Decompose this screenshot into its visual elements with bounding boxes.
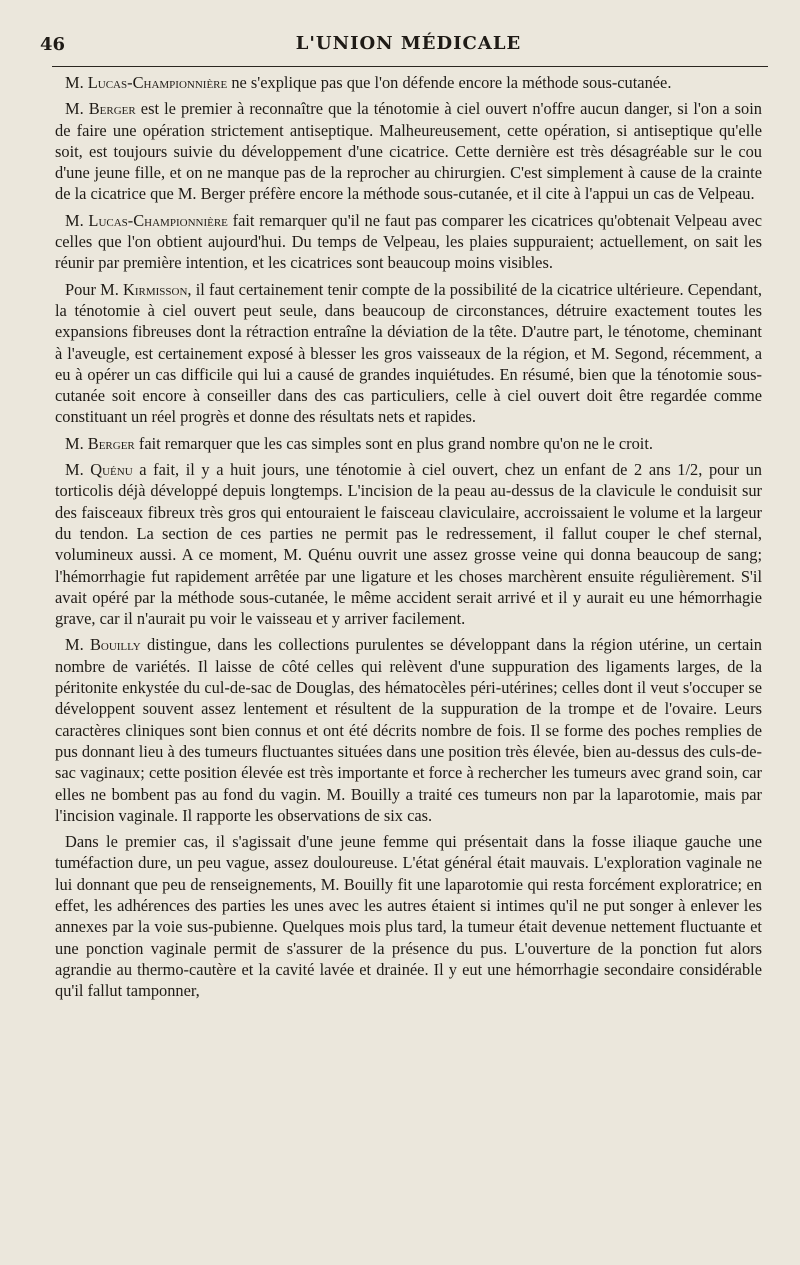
speaker-name: M. Berger bbox=[65, 433, 135, 453]
paragraph-quenu bbox=[55, 459, 762, 629]
header-rule bbox=[52, 66, 768, 67]
speaker-name: M. Bouilly bbox=[65, 635, 141, 655]
page-number: 46 bbox=[40, 34, 66, 55]
body-text bbox=[55, 72, 762, 1006]
paragraph-text: ne s'explique pas que l'on défende encore la méthode sous-cutanée. bbox=[227, 73, 672, 92]
paragraph-text: distingue, dans les collections purulentes se développant dans la région utérine, un certain nombre de variétés. Il laisse de côté celles qui relèvent d'une suppuration des ligaments larges, de la péritonite enkystée du cul-de-sac de Douglas, des hématocèles péri-utérines; celles dont il veut s'occuper se développent souvent assez lentement et résultent de la suppuration de la trompe et de l'ovaire. Leurs caractères cliniques sont bien connus et ont été décrits nombre de fois. Il se forme des poches remplies de pus donnant lieu à des tumeurs fluctuantes situées dans une position très élevée, bien au-dessus des culs-de-sac vaginaux; cette position élevée est très importante et force à rechercher les tumeurs avec grand soin, car elles ne bombent pas au fond du vagin. M. Bouilly a traité ces tumeurs non par la laparotomie, mais par l'incision vaginale. Il rapporte les observations de six cas. bbox=[55, 635, 762, 825]
paragraph-text: fait remarquer qu'il ne faut pas comparer les cicatrices qu'obtenait Velpeau avec celles que l'on obtient aujourd'hui. Du temps de Velpeau, les plaies suppuraient; actuellement, on sait les réunir par première intention, et les cicatrices sont beaucoup moins visibles. bbox=[55, 210, 762, 273]
paragraph-text: a fait, il y a huit jours, une ténotomie à ciel ouvert, chez un enfant de 2 ans 1/2, pour un torticolis déjà développé depuis longtemps. L'incision de la peau au-dessus de la clavicule le conduisit sur des faisceaux fibreux très gros qui entouraient le faisceau claviculaire, accroissaient le volume et la largeur du tendon. La section de ces parties ne permit pas le redressement, il fallut couper le chef sternal, volumineux aussi. A ce moment, M. Quénu ouvrit une assez grosse veine qui donna beaucoup de sang; l'hémorrhagie fut rapidement arrêtée par une ligature et les choses marchèrent ensuite régulièrement. S'il avait opéré par la méthode sous-cutanée, le même accident serait arrivé et il y aurait eu une hémorrhagie grave, car il n'aurait pu voir le vaisseau et y arriver facilement. bbox=[55, 460, 762, 629]
paragraph-text: , il faut certainement tenir compte de la possibilité de la cicatrice ultérieure. Cependant, la ténotomie à ciel ouvert peut seule, dans beaucoup de circonstances, détruire exactement toutes les expansions fibreuses dont la rétraction entraîne la déviation de la tête. D'autre part, le ténotome, cheminant à l'aveugle, est certainement exposé à blesser les gros vaisseaux de la région, et M. Segond, récemment, a eu à opérer un cas difficile qui lui a causé de grandes inquiétudes. En résumé, bien que la ténotomie sous-cutanée soit encore à conseiller dans des cas particuliers, celle à ciel ouvert doit être regardée comme constituant un réel progrès et donne des résultats nets et rapides. bbox=[55, 279, 762, 427]
paragraph-lucas-2 bbox=[55, 210, 762, 274]
paragraph-text: Dans le premier cas, il s'agissait d'une jeune femme qui présentait dans la fosse iliaque gauche une tuméfaction dure, un peu vague, assez douloureuse. L'état général était mauvais. L'exploration vaginale ne lui donnant que peu de renseignements, M. Bouilly fit une laparotomie qui resta forcément exploratrice; en effet, les adhérences des parties les unes avec les autres étaient si intimes qu'il ne put songer à enlever les annexes par la voie sus-pubienne. Quelques mois plus tard, la tumeur était devenue nettement fluctuante et une ponction vaginale permit de s'assurer de la présence du pus. L'ouverture de la ponction fut alors agrandie au thermo-cautère et la cavité lavée et drainée. Il y eut une hémorrhagie secondaire considérable qu'il fallut tamponner, bbox=[55, 832, 762, 1001]
paragraph-first-case bbox=[55, 831, 762, 1001]
paragraph-lead: Pour bbox=[65, 279, 101, 299]
paragraph-berger-2 bbox=[55, 433, 762, 454]
speaker-name: M. Kirmisson bbox=[100, 279, 188, 299]
paragraph-berger-1 bbox=[55, 98, 762, 204]
running-head bbox=[40, 0, 762, 60]
speaker-name: M. Lucas-Championnière bbox=[65, 73, 228, 92]
paragraph-kirmisson bbox=[55, 279, 762, 428]
speaker-name: M. Lucas-Championnière bbox=[65, 210, 228, 230]
paragraph-text: fait remarquer que les cas simples sont en plus grand nombre qu'on ne le croit. bbox=[134, 433, 653, 453]
paragraph-bouilly bbox=[55, 634, 762, 826]
speaker-name: M. Berger bbox=[65, 99, 136, 119]
journal-title: L'UNION MÉDICALE bbox=[295, 33, 522, 54]
paragraph-lucas-1 bbox=[55, 72, 762, 93]
speaker-name: M. Quénu bbox=[65, 460, 133, 480]
paragraph-text: est le premier à reconnaître que la ténotomie à ciel ouvert n'offre aucun danger, si l'on a soin de faire une opération strictement antiseptique. Malheureusement, cette opération, si antiseptique qu'elle soit, est toujours suivie du développement d'une cicatrice. Cette dernière est très désagréable sur le cou d'une jeune fille, et on ne manque pas de la reprocher au chirurgien. C'est simplement à cause de la crainte de la cicatrice que M. Berger préfère encore la méthode sous-cutanée, et il cite à l'appui un cas de Velpeau. bbox=[55, 99, 762, 204]
